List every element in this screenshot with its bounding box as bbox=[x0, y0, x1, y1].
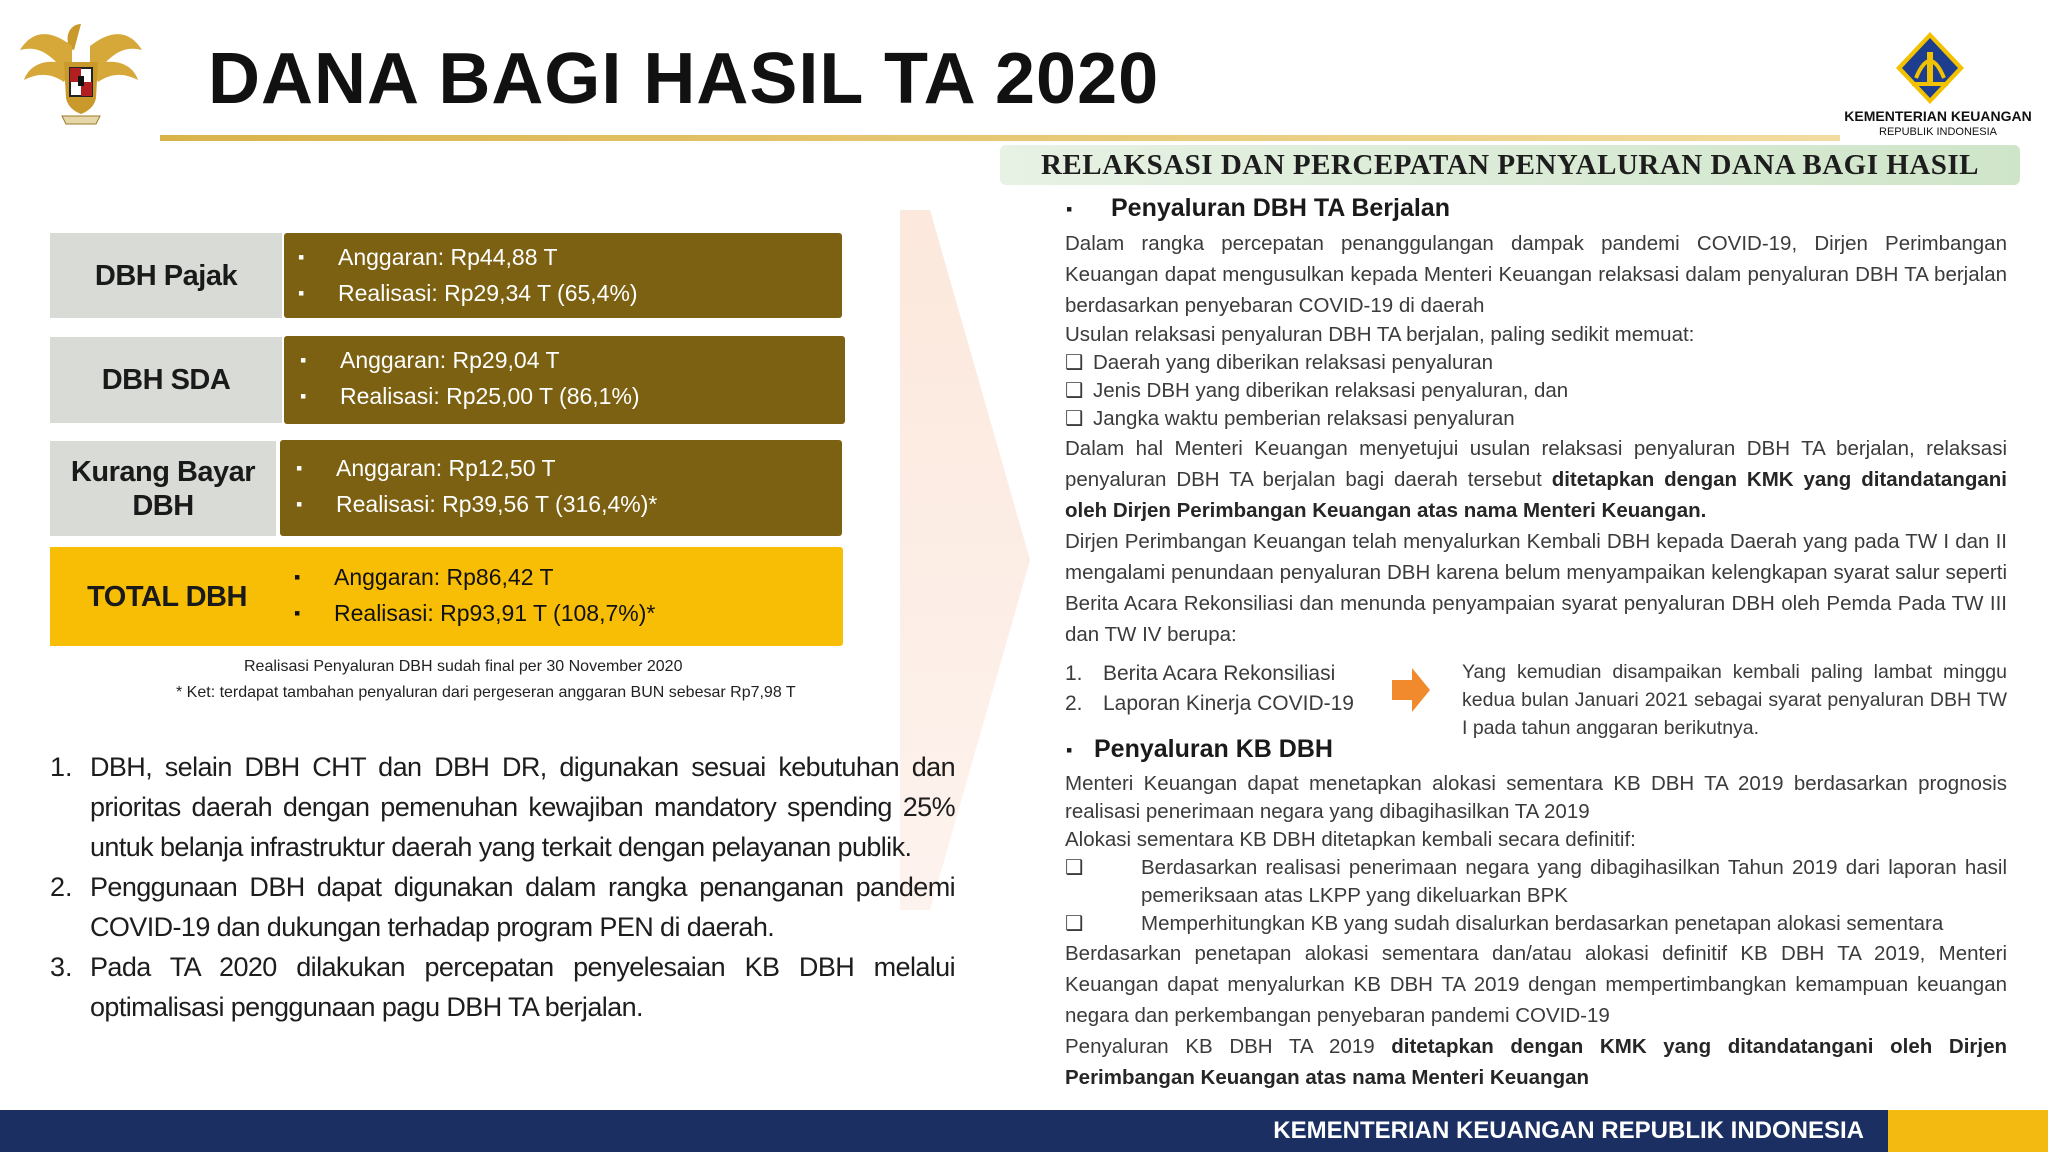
list-item bbox=[50, 947, 955, 1027]
list-item bbox=[1065, 377, 2007, 405]
section2-paragraph: Berdasarkan penetapan alokasi sementara dan/atau alokasi definitif KB DBH TA 2019, Menteri Keuangan dapat menyalurkan KB DBH TA 2019 dengan mempertimbangkan kemampuan keuangan negara dan perkembangan penyebaran pandemi COVID-19 bbox=[1065, 942, 2007, 1027]
realisasi-value: Realisasi: Rp29,34 T (65,4%) bbox=[338, 279, 638, 306]
section2-heading bbox=[1066, 735, 1333, 764]
card-label-kurang-bayar: Kurang Bayar DBH bbox=[50, 441, 276, 536]
docs-note: Yang kemudian disampaikan kembali paling lambat minggu kedua bulan Januari 2021 sebagai syarat penyaluran DBH TW I pada tahun anggaran berikutnya. bbox=[1462, 661, 2007, 739]
card-label-dbh-sda: DBH SDA bbox=[50, 337, 282, 423]
checkbox-icon: ❑ bbox=[1065, 912, 1084, 935]
section2-body bbox=[1065, 770, 2007, 1093]
kmk-bold-text: ditetapkan dengan KMK yang ditandatangani oleh Dirjen Perimbangan Keuangan atas nama Menteri Keuangan. bbox=[1065, 468, 2007, 522]
footer-bar: KEMENTERIAN KEUANGAN REPUBLIK INDONESIA bbox=[0, 1110, 1888, 1152]
list-item bbox=[1065, 854, 2007, 910]
checkbox-icon: ❑ bbox=[1065, 407, 1084, 430]
realisasi-value: Realisasi: Rp25,00 T (86,1%) bbox=[340, 382, 640, 409]
check-text: Jangka waktu pemberian relaksasi penyaluran bbox=[1093, 407, 1515, 430]
section1-paragraph bbox=[1065, 433, 2007, 526]
card-value-total-dbh bbox=[282, 547, 843, 646]
ministry-name bbox=[1838, 108, 2038, 138]
bullet-icon: ▪ bbox=[296, 457, 303, 478]
list-text: Laporan Kinerja COVID-19 bbox=[1103, 692, 1354, 715]
usage-list bbox=[50, 747, 955, 1027]
list-text: Penggunaan DBH dapat digunakan dalam rangka penanganan pandemi COVID-19 dan dukungan terhadap program PEN di daerah. bbox=[90, 872, 955, 942]
check-text: Jenis DBH yang diberikan relaksasi penyaluran, dan bbox=[1093, 379, 1569, 402]
final-note: Realisasi Penyaluran DBH sudah final per 30 November 2020 bbox=[244, 658, 683, 675]
section1-title: Penyaluran DBH TA Berjalan bbox=[1111, 194, 1450, 222]
section2-paragraph bbox=[1065, 1031, 2007, 1093]
list-number: 1. bbox=[50, 752, 73, 782]
list-item bbox=[1065, 405, 2007, 433]
list-text: Berita Acara Rekonsiliasi bbox=[1103, 662, 1336, 685]
section1-paragraph: Usulan relaksasi penyaluran DBH TA berjalan, paling sedikit memuat: bbox=[1065, 323, 1695, 346]
list-item bbox=[50, 747, 955, 867]
checkbox-icon: ❑ bbox=[1065, 856, 1084, 879]
section1-paragraph: Dalam rangka percepatan penanggulangan dampak pandemi COVID-19, Dirjen Perimbangan Keuangan dapat mengusulkan kepada Menteri Keuangan relaksasi dalam penyaluran DBH TA berjalan berdasarkan penyebaran COVID-19 di daerah bbox=[1065, 232, 2007, 317]
realisasi-value: Realisasi: Rp39,56 T (316,4%)* bbox=[336, 490, 658, 517]
ministry-subtitle: REPUBLIK INDONESIA bbox=[1879, 126, 1997, 138]
list-text: DBH, selain DBH CHT dan DBH DR, digunakan sesuai kebutuhan dan prioritas daerah dengan pemenuhan kewajiban mandatory spending 25% untuk belanja infrastruktur daerah yang terkait dengan pelayanan publik. bbox=[90, 752, 955, 862]
list-item bbox=[1065, 689, 1395, 719]
anggaran-value: Anggaran: Rp44,88 T bbox=[338, 243, 558, 270]
bullet-icon: ▪ bbox=[294, 602, 301, 623]
section2-paragraph: Alokasi sementara KB DBH ditetapkan kembali secara definitif: bbox=[1065, 828, 1636, 851]
section1-heading bbox=[1066, 194, 1450, 223]
list-item bbox=[1065, 910, 2007, 938]
page-title: DANA BAGI HASIL TA 2020 bbox=[208, 39, 1160, 119]
anggaran-value: Anggaran: Rp86,42 T bbox=[334, 563, 554, 590]
kemenkeu-logo-icon bbox=[1892, 30, 1968, 106]
card-value-dbh-sda bbox=[284, 336, 845, 424]
garuda-emblem-icon bbox=[16, 6, 146, 136]
docs-list bbox=[1065, 659, 1395, 719]
card-label-total-dbh: TOTAL DBH bbox=[50, 547, 284, 646]
anggaran-value: Anggaran: Rp29,04 T bbox=[340, 346, 560, 373]
bullet-icon: ▪ bbox=[298, 246, 305, 267]
bullet-icon: ▪ bbox=[1066, 739, 1073, 760]
bullet-icon: ▪ bbox=[298, 282, 305, 303]
card-value-kurang-bayar bbox=[280, 440, 842, 536]
section1-body bbox=[1065, 228, 2007, 650]
list-number: 3. bbox=[50, 952, 73, 982]
list-item bbox=[50, 867, 955, 947]
bullet-icon: ▪ bbox=[300, 385, 307, 406]
list-number: 1. bbox=[1065, 662, 1083, 685]
list-text: Pada TA 2020 dilakukan percepatan penyelesaian KB DBH melalui optimalisasi penggunaan pagu DBH TA berjalan. bbox=[90, 952, 955, 1022]
kmk-text: Dalam hal Menteri Keuangan menyetujui usulan relaksasi penyaluran DBH TA berjalan, relaksasi penyaluran DBH TA berjalan bagi daerah tersebut bbox=[1065, 437, 2007, 491]
ministry-title: KEMENTERIAN KEUANGAN bbox=[1844, 108, 2032, 124]
section1-paragraph: Dirjen Perimbangan Keuangan telah menyalurkan Kembali DBH kepada Daerah yang pada TW I dan II mengalami penundaan penyaluran DBH karena belum menyampaikan kelengkapan syarat salur seperti Berita Acara Rekonsiliasi dan menunda penyampaian syarat penyaluran DBH oleh Pemda Pada TW III dan TW IV berupa: bbox=[1065, 530, 2007, 646]
check-text: Berdasarkan realisasi penerimaan negara yang dibagihasilkan Tahun 2019 dari laporan hasil pemeriksaan atas LKPP yang dikeluarkan BPK bbox=[1141, 856, 2007, 907]
list-item bbox=[1065, 659, 1395, 689]
arrow-right-icon bbox=[1392, 668, 1430, 717]
card-label-dbh-pajak: DBH Pajak bbox=[50, 233, 282, 318]
card-value-dbh-pajak bbox=[284, 233, 842, 318]
section2-title: Penyaluran KB DBH bbox=[1094, 735, 1333, 763]
realisasi-value: Realisasi: Rp93,91 T (108,7%)* bbox=[334, 599, 656, 626]
ket-note: * Ket: terdapat tambahan penyaluran dari pergeseran anggaran BUN sebesar Rp7,98 T bbox=[176, 684, 796, 701]
kb-text: Penyaluran KB DBH TA 2019 bbox=[1065, 1035, 1392, 1058]
check-text: Daerah yang diberikan relaksasi penyaluran bbox=[1093, 351, 1493, 374]
title-underline bbox=[160, 135, 1840, 141]
list-item bbox=[1065, 349, 2007, 377]
checkbox-icon: ❑ bbox=[1065, 379, 1084, 402]
list-number: 2. bbox=[50, 872, 73, 902]
check-text: Memperhitungkan KB yang sudah disalurkan berdasarkan penetapan alokasi sementara bbox=[1141, 912, 1944, 935]
anggaran-value: Anggaran: Rp12,50 T bbox=[336, 454, 556, 481]
list-number: 2. bbox=[1065, 692, 1083, 715]
section-ribbon: RELAKSASI DAN PERCEPATAN PENYALURAN DANA BAGI HASIL bbox=[1000, 145, 2020, 185]
bullet-icon: ▪ bbox=[294, 566, 301, 587]
section2-paragraph: Menteri Keuangan dapat menetapkan alokasi sementara KB DBH TA 2019 berdasarkan prognosis realisasi penerimaan negara yang dibagihasilkan TA 2019 bbox=[1065, 772, 2007, 823]
kb-bold-text: ditetapkan dengan KMK yang ditandatangani oleh Dirjen Perimbangan Keuangan atas nama Menteri Keuangan bbox=[1065, 1035, 2007, 1089]
bullet-icon: ▪ bbox=[296, 493, 303, 514]
checkbox-icon: ❑ bbox=[1065, 351, 1084, 374]
footer-accent bbox=[1888, 1110, 2048, 1152]
bullet-icon: ▪ bbox=[300, 349, 307, 370]
bullet-icon: ▪ bbox=[1066, 198, 1073, 219]
